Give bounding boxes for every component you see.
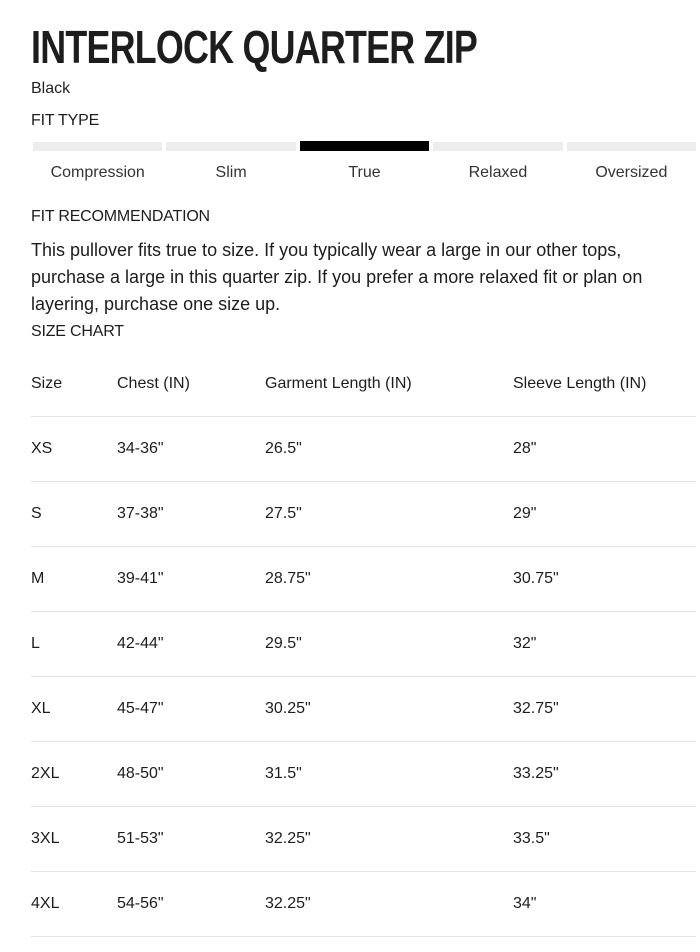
cell-size: S (31, 482, 117, 547)
fit-label-slim: Slim (215, 164, 247, 181)
fit-recommendation-heading: FIT RECOMMENDATION (31, 208, 210, 225)
fit-bar-selected (300, 141, 429, 151)
fit-seg-compression (33, 141, 162, 151)
size-chart-heading: SIZE CHART (31, 323, 124, 340)
fit-label-true: True (348, 164, 381, 181)
fit-seg-slim (166, 141, 295, 151)
fit-bar (433, 142, 562, 151)
cell-chest: 42-44" (117, 612, 265, 677)
size-chart-table (31, 352, 696, 937)
fit-bar (166, 142, 295, 151)
cell-sleeve-length: 32" (513, 612, 696, 677)
cell-sleeve-length: 29" (513, 482, 696, 547)
table-row (31, 612, 696, 677)
fit-label-oversized: Oversized (595, 164, 668, 181)
cell-chest: 54-56" (117, 872, 265, 937)
fit-type-scale (33, 141, 696, 151)
cell-size: L (31, 612, 117, 677)
cell-garment-length: 29.5" (265, 612, 513, 677)
table-row (31, 742, 696, 807)
cell-chest: 48-50" (117, 742, 265, 807)
cell-sleeve-length: 33.25" (513, 742, 696, 807)
cell-size: 3XL (31, 807, 117, 872)
cell-garment-length: 32.25" (265, 807, 513, 872)
header-chest: Chest (IN) (117, 352, 265, 417)
cell-chest: 45-47" (117, 677, 265, 742)
product-color: Black (31, 80, 71, 97)
cell-sleeve-length: 34" (513, 872, 696, 937)
table-row (31, 547, 696, 612)
cell-sleeve-length: 28" (513, 417, 696, 482)
table-row (31, 872, 696, 937)
table-row (31, 807, 696, 872)
cell-sleeve-length: 32.75" (513, 677, 696, 742)
fit-label-compression: Compression (50, 164, 145, 181)
fit-recommendation-text: This pullover fits true to size. If you typically wear a large in our other tops, purchase a large in this quarter zip. If you prefer a more relaxed fit or plan on layering, purchase one size up. (31, 240, 643, 314)
cell-chest: 39-41" (117, 547, 265, 612)
cell-garment-length: 32.25" (265, 872, 513, 937)
cell-size: XS (31, 417, 117, 482)
cell-chest: 51-53" (117, 807, 265, 872)
cell-sleeve-length: 33.5" (513, 807, 696, 872)
cell-garment-length: 28.75" (265, 547, 513, 612)
size-chart-header-row (31, 352, 696, 417)
cell-size: XL (31, 677, 117, 742)
fit-seg-oversized (567, 141, 696, 151)
cell-chest: 34-36" (117, 417, 265, 482)
cell-sleeve-length: 30.75" (513, 547, 696, 612)
cell-size: M (31, 547, 117, 612)
cell-chest: 37-38" (117, 482, 265, 547)
fit-bar (33, 142, 162, 151)
cell-garment-length: 26.5" (265, 417, 513, 482)
header-size: Size (31, 352, 117, 417)
cell-size: 4XL (31, 872, 117, 937)
cell-garment-length: 31.5" (265, 742, 513, 807)
fit-type-labels (33, 164, 696, 182)
header-garment-length: Garment Length (IN) (265, 352, 513, 417)
fit-type-heading: FIT TYPE (31, 112, 100, 129)
cell-garment-length: 27.5" (265, 482, 513, 547)
cell-garment-length: 30.25" (265, 677, 513, 742)
fit-label-relaxed: Relaxed (468, 164, 528, 181)
table-row (31, 677, 696, 742)
product-title: INTERLOCK QUARTER ZIP (31, 21, 478, 73)
table-row (31, 482, 696, 547)
fit-seg-true (300, 141, 429, 151)
fit-seg-relaxed (433, 141, 562, 151)
cell-size: 2XL (31, 742, 117, 807)
fit-bar (567, 142, 696, 151)
table-row (31, 417, 696, 482)
header-sleeve-length: Sleeve Length (IN) (513, 352, 696, 417)
